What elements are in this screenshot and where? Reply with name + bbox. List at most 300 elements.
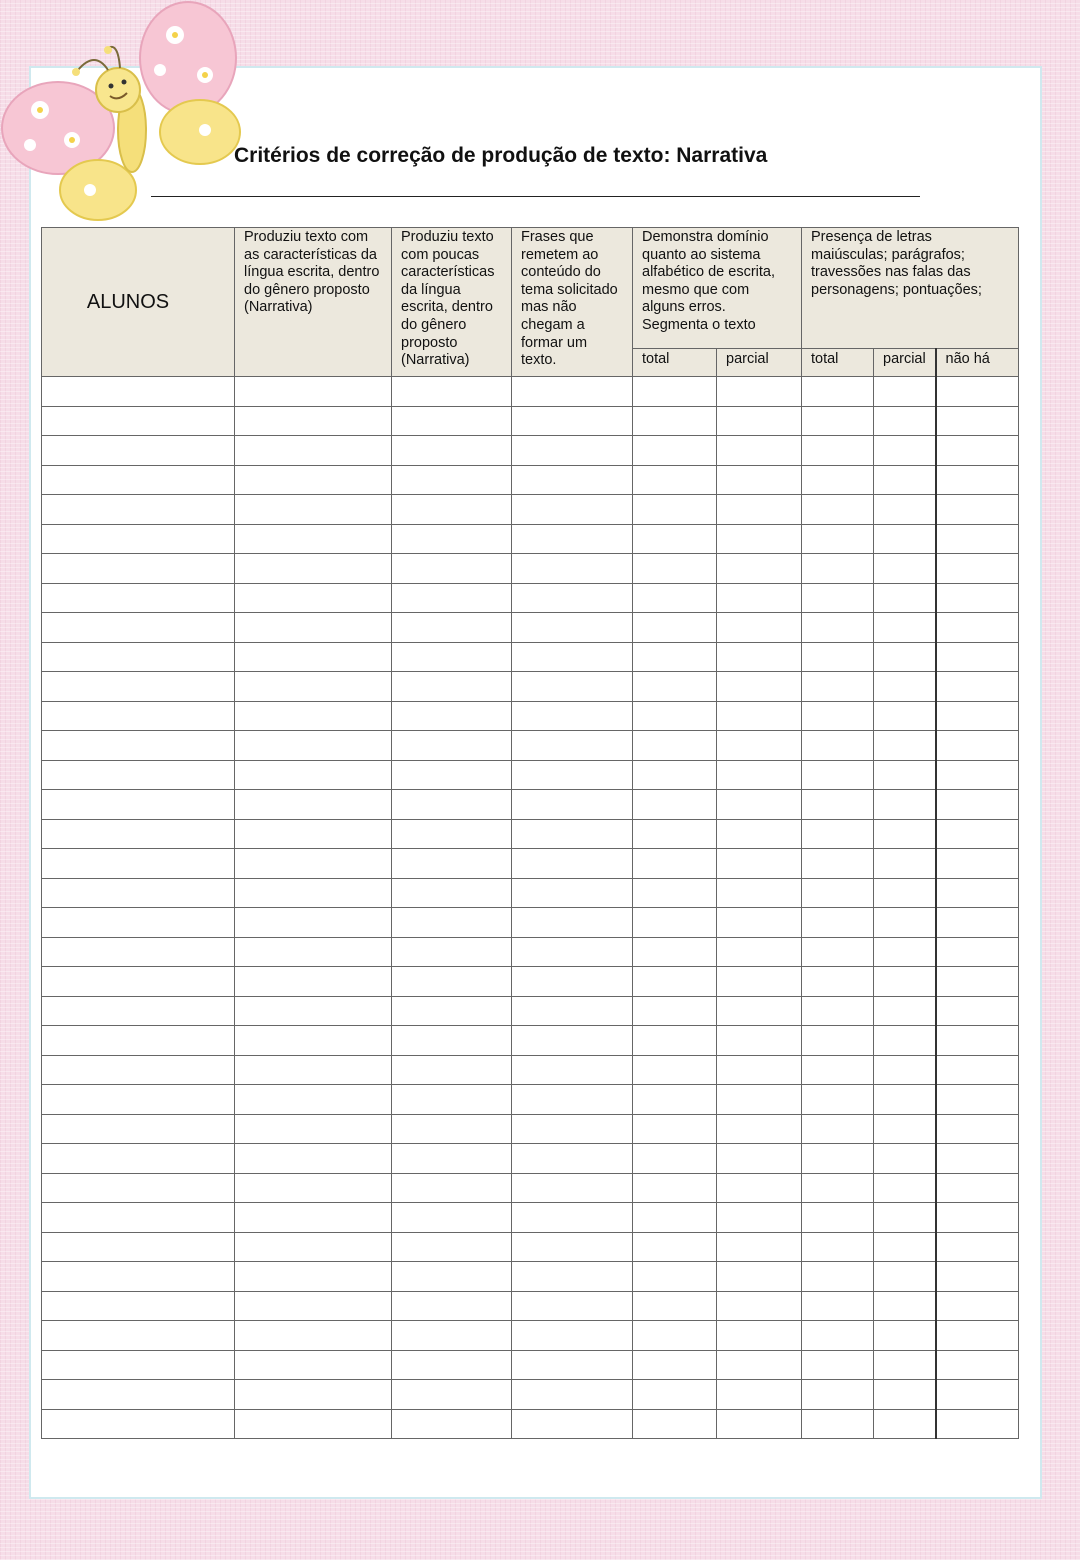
grade-cell[interactable]	[717, 436, 802, 466]
grade-cell[interactable]	[717, 554, 802, 584]
student-name-cell[interactable]	[42, 1321, 235, 1351]
grade-cell[interactable]	[936, 465, 1019, 495]
grade-cell[interactable]	[874, 1173, 936, 1203]
grade-cell[interactable]	[717, 908, 802, 938]
grade-cell[interactable]	[235, 554, 392, 584]
grade-cell[interactable]	[235, 1055, 392, 1085]
grade-cell[interactable]	[235, 1144, 392, 1174]
grade-cell[interactable]	[512, 613, 633, 643]
grade-cell[interactable]	[235, 1085, 392, 1115]
grade-cell[interactable]	[936, 1409, 1019, 1439]
grade-cell[interactable]	[717, 1350, 802, 1380]
grade-cell[interactable]	[392, 1026, 512, 1056]
grade-cell[interactable]	[717, 1291, 802, 1321]
grade-cell[interactable]	[874, 436, 936, 466]
grade-cell[interactable]	[717, 790, 802, 820]
grade-cell[interactable]	[633, 1055, 717, 1085]
grade-cell[interactable]	[802, 1144, 874, 1174]
grade-cell[interactable]	[936, 701, 1019, 731]
grade-cell[interactable]	[633, 1232, 717, 1262]
grade-cell[interactable]	[392, 790, 512, 820]
grade-cell[interactable]	[936, 937, 1019, 967]
grade-cell[interactable]	[633, 1203, 717, 1233]
grade-cell[interactable]	[235, 465, 392, 495]
grade-cell[interactable]	[936, 1291, 1019, 1321]
grade-cell[interactable]	[874, 1262, 936, 1292]
grade-cell[interactable]	[874, 760, 936, 790]
grade-cell[interactable]	[512, 967, 633, 997]
grade-cell[interactable]	[874, 1085, 936, 1115]
grade-cell[interactable]	[717, 1055, 802, 1085]
grade-cell[interactable]	[633, 583, 717, 613]
grade-cell[interactable]	[717, 937, 802, 967]
student-name-cell[interactable]	[42, 1380, 235, 1410]
grade-cell[interactable]	[936, 1380, 1019, 1410]
grade-cell[interactable]	[633, 1350, 717, 1380]
student-name-cell[interactable]	[42, 1026, 235, 1056]
grade-cell[interactable]	[392, 731, 512, 761]
student-name-cell[interactable]	[42, 967, 235, 997]
student-name-cell[interactable]	[42, 613, 235, 643]
grade-cell[interactable]	[874, 406, 936, 436]
grade-cell[interactable]	[235, 1114, 392, 1144]
grade-cell[interactable]	[802, 1291, 874, 1321]
grade-cell[interactable]	[392, 495, 512, 525]
student-name-cell[interactable]	[42, 731, 235, 761]
student-name-cell[interactable]	[42, 1055, 235, 1085]
grade-cell[interactable]	[874, 1114, 936, 1144]
student-name-cell[interactable]	[42, 1173, 235, 1203]
grade-cell[interactable]	[633, 1262, 717, 1292]
student-name-cell[interactable]	[42, 878, 235, 908]
grade-cell[interactable]	[802, 436, 874, 466]
grade-cell[interactable]	[936, 790, 1019, 820]
grade-cell[interactable]	[512, 908, 633, 938]
grade-cell[interactable]	[235, 583, 392, 613]
grade-cell[interactable]	[802, 1321, 874, 1351]
grade-cell[interactable]	[512, 1144, 633, 1174]
grade-cell[interactable]	[392, 878, 512, 908]
grade-cell[interactable]	[802, 819, 874, 849]
grade-cell[interactable]	[512, 1203, 633, 1233]
grade-cell[interactable]	[802, 495, 874, 525]
grade-cell[interactable]	[512, 1409, 633, 1439]
grade-cell[interactable]	[392, 1409, 512, 1439]
grade-cell[interactable]	[717, 495, 802, 525]
student-name-cell[interactable]	[42, 465, 235, 495]
grade-cell[interactable]	[936, 642, 1019, 672]
grade-cell[interactable]	[717, 406, 802, 436]
grade-cell[interactable]	[392, 1055, 512, 1085]
grade-cell[interactable]	[717, 1144, 802, 1174]
grade-cell[interactable]	[633, 642, 717, 672]
grade-cell[interactable]	[633, 465, 717, 495]
grade-cell[interactable]	[235, 1232, 392, 1262]
grade-cell[interactable]	[235, 819, 392, 849]
grade-cell[interactable]	[633, 1026, 717, 1056]
grade-cell[interactable]	[874, 908, 936, 938]
grade-cell[interactable]	[633, 436, 717, 466]
grade-cell[interactable]	[717, 1409, 802, 1439]
grade-cell[interactable]	[633, 1114, 717, 1144]
student-name-cell[interactable]	[42, 406, 235, 436]
student-name-cell[interactable]	[42, 1291, 235, 1321]
grade-cell[interactable]	[235, 436, 392, 466]
student-name-cell[interactable]	[42, 996, 235, 1026]
grade-cell[interactable]	[633, 937, 717, 967]
grade-cell[interactable]	[633, 554, 717, 584]
grade-cell[interactable]	[936, 377, 1019, 407]
grade-cell[interactable]	[633, 731, 717, 761]
grade-cell[interactable]	[802, 1350, 874, 1380]
grade-cell[interactable]	[235, 1321, 392, 1351]
grade-cell[interactable]	[936, 1085, 1019, 1115]
grade-cell[interactable]	[512, 878, 633, 908]
grade-cell[interactable]	[633, 524, 717, 554]
grade-cell[interactable]	[633, 701, 717, 731]
grade-cell[interactable]	[874, 495, 936, 525]
grade-cell[interactable]	[936, 613, 1019, 643]
grade-cell[interactable]	[874, 701, 936, 731]
grade-cell[interactable]	[874, 878, 936, 908]
grade-cell[interactable]	[717, 465, 802, 495]
grade-cell[interactable]	[717, 1262, 802, 1292]
grade-cell[interactable]	[633, 908, 717, 938]
grade-cell[interactable]	[936, 1055, 1019, 1085]
grade-cell[interactable]	[802, 937, 874, 967]
grade-cell[interactable]	[235, 731, 392, 761]
grade-cell[interactable]	[512, 1291, 633, 1321]
grade-cell[interactable]	[936, 524, 1019, 554]
grade-cell[interactable]	[633, 996, 717, 1026]
grade-cell[interactable]	[874, 967, 936, 997]
grade-cell[interactable]	[717, 731, 802, 761]
grade-cell[interactable]	[235, 996, 392, 1026]
grade-cell[interactable]	[802, 1232, 874, 1262]
grade-cell[interactable]	[802, 878, 874, 908]
grade-cell[interactable]	[874, 1380, 936, 1410]
grade-cell[interactable]	[392, 937, 512, 967]
grade-cell[interactable]	[633, 613, 717, 643]
grade-cell[interactable]	[235, 1203, 392, 1233]
grade-cell[interactable]	[633, 819, 717, 849]
grade-cell[interactable]	[874, 465, 936, 495]
grade-cell[interactable]	[392, 436, 512, 466]
grade-cell[interactable]	[512, 819, 633, 849]
grade-cell[interactable]	[936, 406, 1019, 436]
grade-cell[interactable]	[512, 1262, 633, 1292]
grade-cell[interactable]	[392, 406, 512, 436]
student-name-cell[interactable]	[42, 1350, 235, 1380]
grade-cell[interactable]	[874, 996, 936, 1026]
grade-cell[interactable]	[512, 554, 633, 584]
grade-cell[interactable]	[936, 967, 1019, 997]
grade-cell[interactable]	[392, 1380, 512, 1410]
grade-cell[interactable]	[717, 1380, 802, 1410]
grade-cell[interactable]	[512, 1173, 633, 1203]
student-name-cell[interactable]	[42, 642, 235, 672]
grade-cell[interactable]	[633, 1173, 717, 1203]
grade-cell[interactable]	[392, 1321, 512, 1351]
grade-cell[interactable]	[802, 583, 874, 613]
student-name-cell[interactable]	[42, 701, 235, 731]
grade-cell[interactable]	[235, 967, 392, 997]
grade-cell[interactable]	[512, 1085, 633, 1115]
grade-cell[interactable]	[936, 1114, 1019, 1144]
grade-cell[interactable]	[717, 967, 802, 997]
grade-cell[interactable]	[874, 554, 936, 584]
grade-cell[interactable]	[717, 613, 802, 643]
grade-cell[interactable]	[936, 583, 1019, 613]
grade-cell[interactable]	[392, 1291, 512, 1321]
grade-cell[interactable]	[512, 524, 633, 554]
grade-cell[interactable]	[235, 642, 392, 672]
grade-cell[interactable]	[633, 377, 717, 407]
student-name-cell[interactable]	[42, 583, 235, 613]
grade-cell[interactable]	[633, 1321, 717, 1351]
grade-cell[interactable]	[512, 1350, 633, 1380]
grade-cell[interactable]	[717, 524, 802, 554]
grade-cell[interactable]	[512, 672, 633, 702]
grade-cell[interactable]	[235, 377, 392, 407]
student-name-cell[interactable]	[42, 849, 235, 879]
grade-cell[interactable]	[633, 1291, 717, 1321]
grade-cell[interactable]	[633, 406, 717, 436]
grade-cell[interactable]	[235, 406, 392, 436]
grade-cell[interactable]	[512, 937, 633, 967]
student-name-cell[interactable]	[42, 1262, 235, 1292]
grade-cell[interactable]	[802, 642, 874, 672]
grade-cell[interactable]	[633, 495, 717, 525]
grade-cell[interactable]	[512, 495, 633, 525]
grade-cell[interactable]	[936, 1173, 1019, 1203]
grade-cell[interactable]	[392, 1350, 512, 1380]
grade-cell[interactable]	[235, 1380, 392, 1410]
grade-cell[interactable]	[802, 524, 874, 554]
grade-cell[interactable]	[633, 878, 717, 908]
student-name-cell[interactable]	[42, 1085, 235, 1115]
student-name-cell[interactable]	[42, 760, 235, 790]
grade-cell[interactable]	[874, 1203, 936, 1233]
grade-cell[interactable]	[392, 1114, 512, 1144]
grade-cell[interactable]	[235, 1409, 392, 1439]
grade-cell[interactable]	[392, 583, 512, 613]
grade-cell[interactable]	[936, 1262, 1019, 1292]
grade-cell[interactable]	[874, 524, 936, 554]
grade-cell[interactable]	[802, 908, 874, 938]
grade-cell[interactable]	[802, 760, 874, 790]
student-name-cell[interactable]	[42, 554, 235, 584]
grade-cell[interactable]	[802, 731, 874, 761]
grade-cell[interactable]	[392, 967, 512, 997]
grade-cell[interactable]	[633, 1380, 717, 1410]
grade-cell[interactable]	[802, 406, 874, 436]
grade-cell[interactable]	[717, 1173, 802, 1203]
student-name-cell[interactable]	[42, 790, 235, 820]
grade-cell[interactable]	[802, 1380, 874, 1410]
grade-cell[interactable]	[392, 672, 512, 702]
grade-cell[interactable]	[633, 849, 717, 879]
student-name-cell[interactable]	[42, 377, 235, 407]
grade-cell[interactable]	[874, 672, 936, 702]
grade-cell[interactable]	[512, 1114, 633, 1144]
grade-cell[interactable]	[874, 790, 936, 820]
grade-cell[interactable]	[392, 524, 512, 554]
student-name-cell[interactable]	[42, 1144, 235, 1174]
grade-cell[interactable]	[512, 406, 633, 436]
grade-cell[interactable]	[802, 1026, 874, 1056]
grade-cell[interactable]	[235, 1350, 392, 1380]
grade-cell[interactable]	[874, 1291, 936, 1321]
grade-cell[interactable]	[235, 908, 392, 938]
grade-cell[interactable]	[717, 1114, 802, 1144]
grade-cell[interactable]	[235, 937, 392, 967]
grade-cell[interactable]	[633, 967, 717, 997]
grade-cell[interactable]	[936, 554, 1019, 584]
student-name-cell[interactable]	[42, 1409, 235, 1439]
grade-cell[interactable]	[936, 849, 1019, 879]
student-name-cell[interactable]	[42, 436, 235, 466]
grade-cell[interactable]	[874, 819, 936, 849]
grade-cell[interactable]	[392, 1144, 512, 1174]
grade-cell[interactable]	[874, 613, 936, 643]
grade-cell[interactable]	[235, 760, 392, 790]
grade-cell[interactable]	[235, 849, 392, 879]
grade-cell[interactable]	[874, 377, 936, 407]
grade-cell[interactable]	[512, 642, 633, 672]
grade-cell[interactable]	[874, 937, 936, 967]
grade-cell[interactable]	[802, 967, 874, 997]
grade-cell[interactable]	[874, 583, 936, 613]
grade-cell[interactable]	[717, 672, 802, 702]
grade-cell[interactable]	[874, 1026, 936, 1056]
grade-cell[interactable]	[717, 1026, 802, 1056]
grade-cell[interactable]	[717, 1321, 802, 1351]
student-name-cell[interactable]	[42, 524, 235, 554]
grade-cell[interactable]	[235, 878, 392, 908]
grade-cell[interactable]	[392, 819, 512, 849]
grade-cell[interactable]	[512, 1232, 633, 1262]
grade-cell[interactable]	[936, 436, 1019, 466]
grade-cell[interactable]	[717, 760, 802, 790]
grade-cell[interactable]	[235, 1291, 392, 1321]
grade-cell[interactable]	[235, 524, 392, 554]
grade-cell[interactable]	[633, 672, 717, 702]
grade-cell[interactable]	[512, 701, 633, 731]
grade-cell[interactable]	[717, 1203, 802, 1233]
grade-cell[interactable]	[392, 760, 512, 790]
grade-cell[interactable]	[633, 760, 717, 790]
grade-cell[interactable]	[392, 465, 512, 495]
grade-cell[interactable]	[874, 849, 936, 879]
student-name-cell[interactable]	[42, 1203, 235, 1233]
grade-cell[interactable]	[392, 554, 512, 584]
grade-cell[interactable]	[802, 613, 874, 643]
grade-cell[interactable]	[802, 554, 874, 584]
grade-cell[interactable]	[936, 1203, 1019, 1233]
grade-cell[interactable]	[633, 1085, 717, 1115]
grade-cell[interactable]	[392, 377, 512, 407]
student-name-cell[interactable]	[42, 672, 235, 702]
grade-cell[interactable]	[392, 642, 512, 672]
grade-cell[interactable]	[512, 583, 633, 613]
grade-cell[interactable]	[512, 760, 633, 790]
grade-cell[interactable]	[874, 1350, 936, 1380]
grade-cell[interactable]	[512, 996, 633, 1026]
grade-cell[interactable]	[512, 790, 633, 820]
grade-cell[interactable]	[936, 908, 1019, 938]
grade-cell[interactable]	[717, 583, 802, 613]
grade-cell[interactable]	[802, 1114, 874, 1144]
grade-cell[interactable]	[874, 1144, 936, 1174]
grade-cell[interactable]	[802, 1085, 874, 1115]
grade-cell[interactable]	[936, 878, 1019, 908]
grade-cell[interactable]	[717, 996, 802, 1026]
student-name-cell[interactable]	[42, 495, 235, 525]
grade-cell[interactable]	[235, 613, 392, 643]
grade-cell[interactable]	[936, 1350, 1019, 1380]
grade-cell[interactable]	[936, 731, 1019, 761]
grade-cell[interactable]	[235, 672, 392, 702]
grade-cell[interactable]	[802, 849, 874, 879]
grade-cell[interactable]	[802, 1409, 874, 1439]
grade-cell[interactable]	[802, 790, 874, 820]
grade-cell[interactable]	[874, 642, 936, 672]
grade-cell[interactable]	[633, 1409, 717, 1439]
grade-cell[interactable]	[717, 377, 802, 407]
grade-cell[interactable]	[936, 672, 1019, 702]
grade-cell[interactable]	[717, 1232, 802, 1262]
grade-cell[interactable]	[235, 1262, 392, 1292]
grade-cell[interactable]	[936, 1321, 1019, 1351]
grade-cell[interactable]	[512, 731, 633, 761]
grade-cell[interactable]	[717, 819, 802, 849]
grade-cell[interactable]	[936, 819, 1019, 849]
grade-cell[interactable]	[392, 701, 512, 731]
grade-cell[interactable]	[802, 672, 874, 702]
grade-cell[interactable]	[512, 1380, 633, 1410]
grade-cell[interactable]	[936, 1144, 1019, 1174]
student-name-cell[interactable]	[42, 908, 235, 938]
grade-cell[interactable]	[802, 465, 874, 495]
grade-cell[interactable]	[936, 1026, 1019, 1056]
grade-cell[interactable]	[717, 1085, 802, 1115]
grade-cell[interactable]	[802, 996, 874, 1026]
grade-cell[interactable]	[717, 849, 802, 879]
grade-cell[interactable]	[874, 1409, 936, 1439]
grade-cell[interactable]	[802, 1262, 874, 1292]
grade-cell[interactable]	[874, 731, 936, 761]
grade-cell[interactable]	[633, 790, 717, 820]
grade-cell[interactable]	[512, 1026, 633, 1056]
grade-cell[interactable]	[874, 1055, 936, 1085]
grade-cell[interactable]	[235, 495, 392, 525]
grade-cell[interactable]	[512, 436, 633, 466]
grade-cell[interactable]	[392, 1173, 512, 1203]
grade-cell[interactable]	[512, 377, 633, 407]
grade-cell[interactable]	[512, 849, 633, 879]
grade-cell[interactable]	[936, 996, 1019, 1026]
grade-cell[interactable]	[936, 1232, 1019, 1262]
grade-cell[interactable]	[936, 495, 1019, 525]
student-name-cell[interactable]	[42, 1114, 235, 1144]
grade-cell[interactable]	[512, 465, 633, 495]
grade-cell[interactable]	[717, 701, 802, 731]
grade-cell[interactable]	[392, 908, 512, 938]
grade-cell[interactable]	[235, 701, 392, 731]
grade-cell[interactable]	[717, 878, 802, 908]
grade-cell[interactable]	[392, 1203, 512, 1233]
